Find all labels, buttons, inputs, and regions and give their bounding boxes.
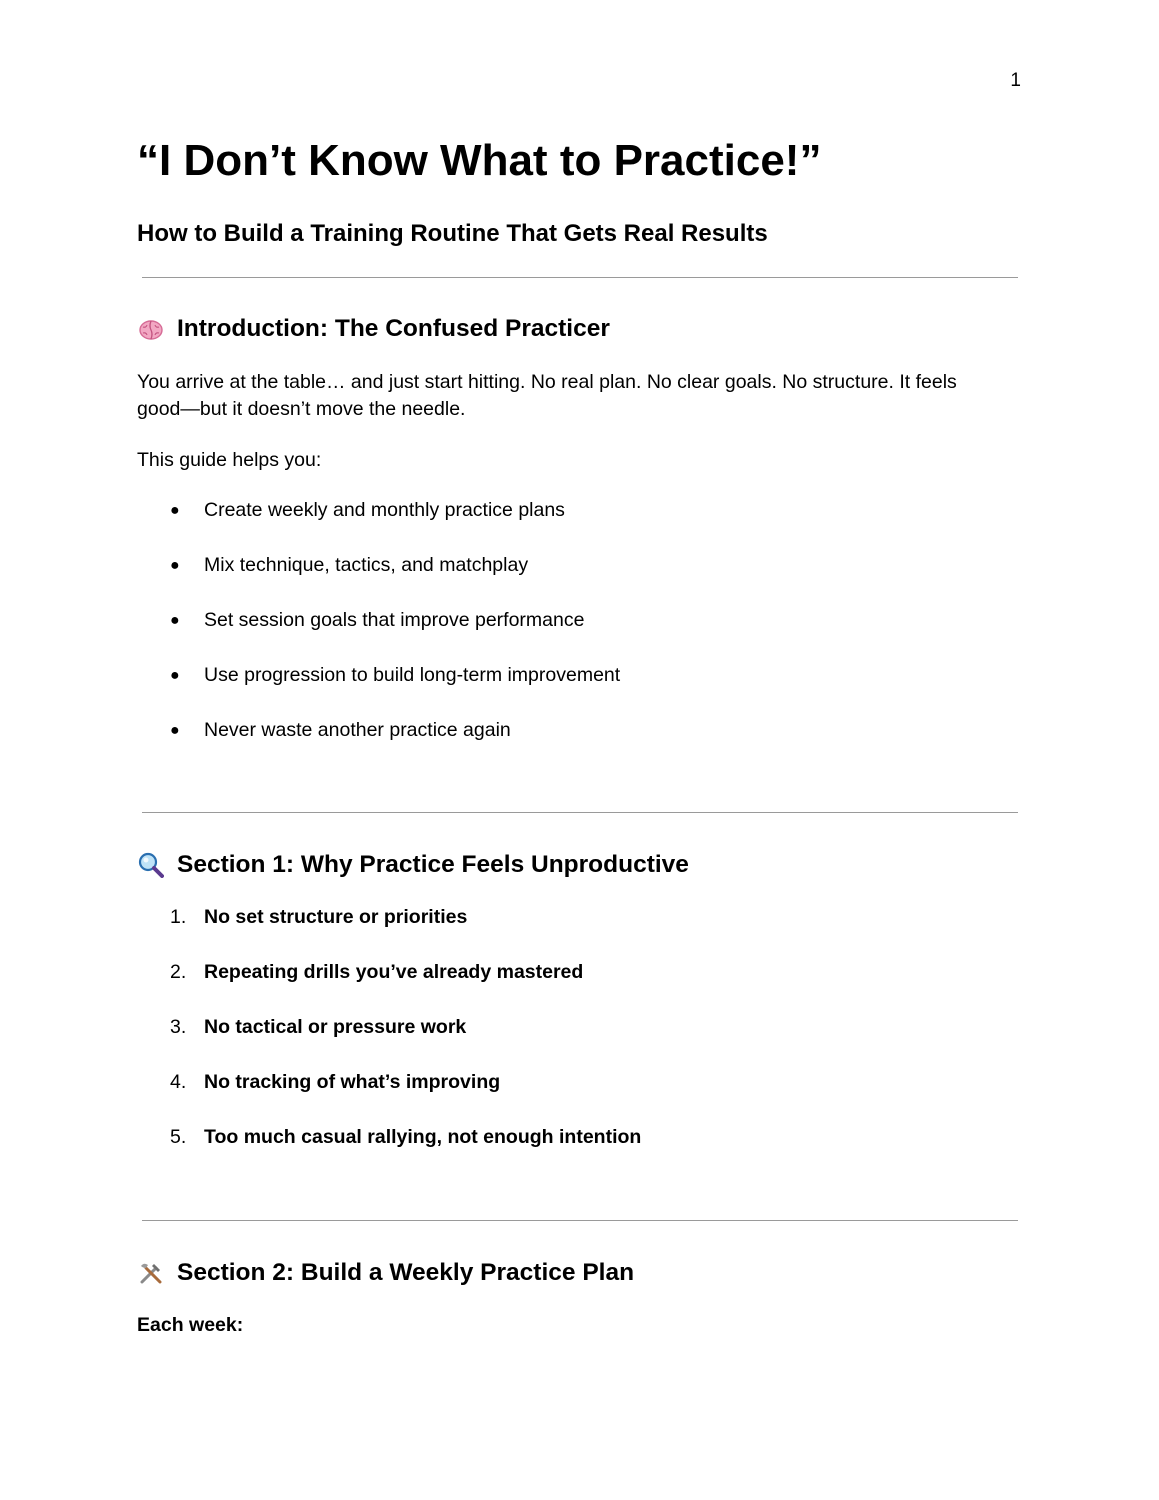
magnifier-icon xyxy=(138,852,164,878)
divider xyxy=(142,812,1018,813)
section2-lead: Each week: xyxy=(137,1314,244,1336)
divider xyxy=(142,277,1018,278)
intro-heading-text: Introduction: The Confused Practicer xyxy=(177,315,610,342)
divider xyxy=(142,1220,1018,1221)
tools-icon xyxy=(138,1260,164,1286)
section2-heading xyxy=(138,1258,634,1287)
document-subtitle: How to Build a Training Routine That Gets Real Results xyxy=(137,220,768,247)
intro-paragraph-line1: You arrive at the table… and just start hitting. No real plan. No clear goals. No structure. It feels xyxy=(137,371,957,393)
intro-lead: This guide helps you: xyxy=(137,449,322,471)
page-number: 1 xyxy=(1010,70,1021,91)
section2-heading-text: Section 2: Build a Weekly Practice Plan xyxy=(177,1259,635,1286)
section1-heading-text: Section 1: Why Practice Feels Unproductive xyxy=(177,851,689,878)
document-title: “I Don’t Know What to Practice!” xyxy=(137,136,822,185)
intro-paragraph-line2: good—but it doesn’t move the needle. xyxy=(137,398,466,420)
section1-heading xyxy=(138,850,689,879)
brain-icon xyxy=(138,316,164,342)
intro-paragraph xyxy=(137,369,1027,423)
intro-heading xyxy=(138,314,610,343)
